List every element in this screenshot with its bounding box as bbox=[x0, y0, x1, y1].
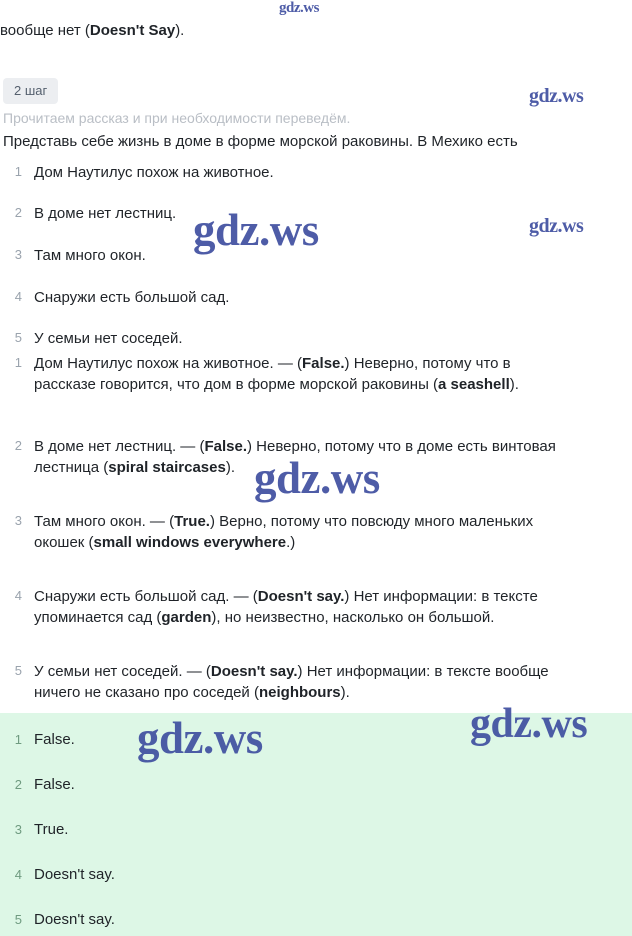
list-item-number: 5 bbox=[14, 330, 22, 345]
explanation-line2-bold: neighbours bbox=[258, 684, 341, 701]
answer-text: True. bbox=[34, 821, 69, 838]
list-item-number: 4 bbox=[14, 289, 22, 304]
continued-sentence-suffix: ). bbox=[175, 22, 185, 39]
list-item bbox=[0, 245, 612, 266]
explanation-line2-part1: упоминается сад ( bbox=[34, 609, 162, 626]
step-note: Прочитаем рассказ и при необходимости переведём. bbox=[3, 110, 351, 126]
explanation-line2-part2: ). bbox=[509, 376, 519, 393]
explanation-verdict: Doesn't say. bbox=[210, 663, 298, 680]
list-item-number: 2 bbox=[14, 205, 22, 220]
answer-row bbox=[0, 909, 115, 930]
answer-text: Doesn't say. bbox=[34, 911, 115, 928]
answers-panel bbox=[0, 713, 632, 936]
explanation-line2-part1: окошек ( bbox=[34, 534, 94, 551]
continued-sentence bbox=[0, 20, 620, 41]
continued-sentence-bold: Doesn't Say bbox=[89, 22, 176, 39]
explanation-verdict: Doesn't say. bbox=[257, 588, 345, 605]
explanation-item bbox=[0, 661, 612, 703]
list-item-number: 3 bbox=[14, 247, 22, 262]
step-badge: 2 шаг bbox=[3, 78, 58, 104]
list-item bbox=[0, 162, 612, 183]
list-item-text: В доме нет лестниц. bbox=[34, 205, 177, 222]
list-item bbox=[0, 287, 612, 308]
explanation-line2-bold: small windows everywhere bbox=[93, 534, 287, 551]
explanation-part1: Дом Наутилус похож на животное. — ( bbox=[34, 355, 303, 372]
list-item bbox=[0, 203, 612, 224]
answer-number: 4 bbox=[14, 867, 22, 882]
explanation-line2-part2: ), но неизвестно, насколько он большой. bbox=[211, 609, 495, 626]
list-item-text: Снаружи есть большой сад. bbox=[34, 289, 230, 306]
explanation-text bbox=[22, 353, 519, 395]
explanation-line2-bold: garden bbox=[161, 609, 212, 626]
watermark: gdz.ws bbox=[470, 701, 588, 747]
explanation-part2: ) Верно, потому что повсюду много маленьких bbox=[209, 513, 534, 530]
explanation-verdict: True. bbox=[174, 513, 210, 530]
explanation-part1: В доме нет лестниц. — ( bbox=[34, 438, 205, 455]
list-item-text: У семьи нет соседей. bbox=[34, 330, 183, 347]
answer-number: 1 bbox=[14, 732, 22, 747]
explanation-line2-part1: рассказе говорится, что дом в форме морской раковины ( bbox=[34, 376, 439, 393]
explanation-item bbox=[0, 511, 612, 553]
watermark: gdz.ws bbox=[193, 205, 319, 255]
explanation-part1: У семьи нет соседей. — ( bbox=[34, 663, 211, 680]
explanation-line2-part2: .) bbox=[286, 534, 296, 551]
watermark: gdz.ws bbox=[529, 215, 584, 237]
answer-number: 5 bbox=[14, 912, 22, 927]
list-item-text: Там много окон. bbox=[34, 247, 146, 264]
explanation-verdict: False. bbox=[204, 438, 248, 455]
answer-row bbox=[0, 864, 115, 885]
answer-number: 2 bbox=[14, 777, 22, 792]
answer-text: False. bbox=[34, 776, 75, 793]
explanation-part1: Там много окон. — ( bbox=[34, 513, 175, 530]
explanation-number: 3 bbox=[14, 513, 22, 528]
explanation-part2: ) Неверно, потому что в bbox=[344, 355, 511, 372]
explanation-line2-part1: ничего не сказано про соседей ( bbox=[34, 684, 259, 701]
list-item-number: 1 bbox=[14, 164, 22, 179]
answer-text: Doesn't say. bbox=[34, 866, 115, 883]
explanation-text bbox=[22, 586, 538, 628]
explanation-number: 1 bbox=[14, 355, 22, 370]
list-item-text: Дом Наутилус похож на животное. bbox=[34, 164, 274, 181]
list-item bbox=[0, 328, 612, 349]
explanation-line2-bold: a seashell bbox=[438, 376, 510, 393]
explanation-text bbox=[22, 436, 556, 478]
continued-sentence-prefix: вообще нет ( bbox=[0, 22, 90, 39]
answer-text: False. bbox=[34, 731, 75, 748]
answer-number: 3 bbox=[14, 822, 22, 837]
explanation-number: 5 bbox=[14, 663, 22, 678]
explanation-item bbox=[0, 586, 612, 628]
explanation-verdict: False. bbox=[302, 355, 345, 372]
watermark: gdz.ws bbox=[254, 453, 380, 503]
explanation-part2: ) Нет информации: в тексте bbox=[344, 588, 538, 605]
explanation-line2-part1: лестница ( bbox=[34, 459, 109, 476]
watermark: gdz.ws bbox=[279, 0, 319, 16]
explanation-part2: ) Нет информации: в тексте вообще bbox=[297, 663, 549, 680]
explanation-item bbox=[0, 436, 612, 478]
explanation-line2-part2: ). bbox=[225, 459, 235, 476]
explanation-text bbox=[22, 661, 549, 703]
watermark: gdz.ws bbox=[529, 85, 584, 107]
answer-row bbox=[0, 729, 75, 750]
explanation-part1: Снаружи есть большой сад. — ( bbox=[34, 588, 258, 605]
explanation-line2-part2: ). bbox=[340, 684, 350, 701]
explanation-item bbox=[0, 353, 612, 395]
explanation-number: 2 bbox=[14, 438, 22, 453]
answer-row bbox=[0, 819, 68, 840]
explanation-text bbox=[22, 511, 533, 553]
explanation-line2-bold: spiral staircases bbox=[108, 459, 226, 476]
task-intro: Представь себе жизнь в доме в форме морской раковины. В Мехико есть bbox=[3, 133, 518, 150]
explanation-part2: ) Неверно, потому что в доме есть винтовая bbox=[247, 438, 556, 455]
answer-row bbox=[0, 774, 75, 795]
watermark: gdz.ws bbox=[137, 713, 263, 763]
explanation-number: 4 bbox=[14, 588, 22, 603]
